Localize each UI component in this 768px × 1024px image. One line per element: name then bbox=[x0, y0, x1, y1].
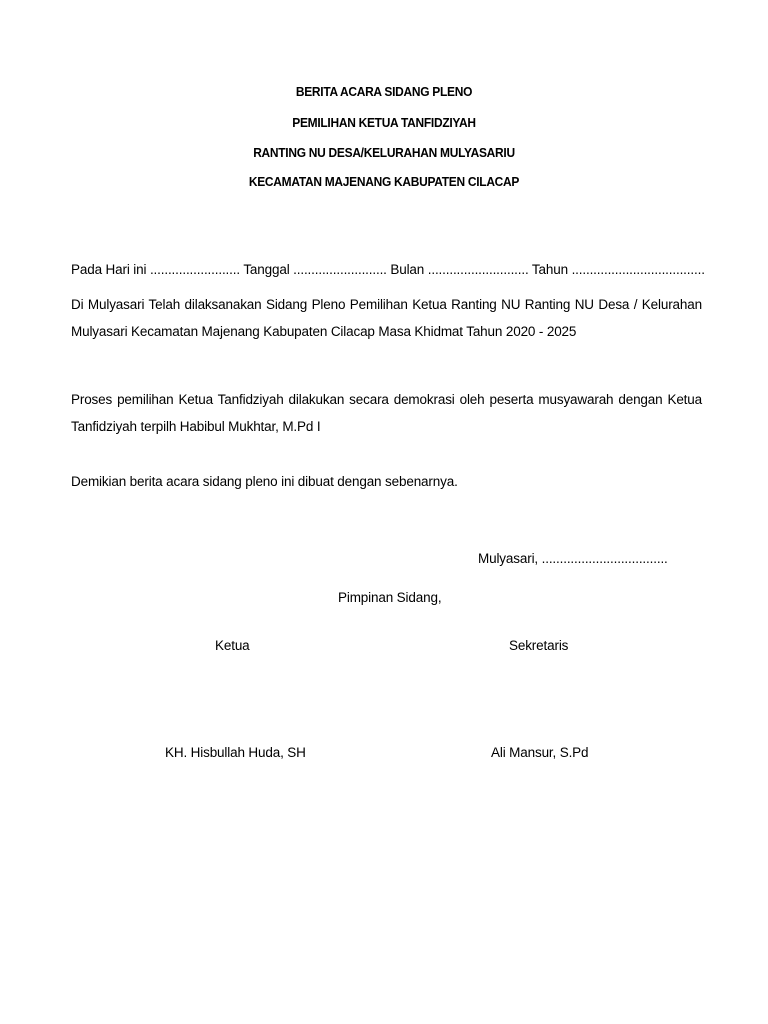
date-line: Pada Hari ini ......................... Tanggal .......................... Bulan ............................ Tahun ..................................... bbox=[71, 262, 705, 277]
title-line-3: RANTING NU DESA/KELURAHAN MULYASARIU bbox=[253, 145, 515, 160]
paragraph-1: Di Mulyasari Telah dilaksanakan Sidang Pleno Pemilihan Ketua Ranting NU Ranting NU Desa / Kelurahan Mulyasari Kecamatan Majenang Kabupaten Cilacap Masa Khidmat Tahun 2020 - 2025 bbox=[71, 297, 702, 339]
signature-heading: Pimpinan Sidang, bbox=[338, 590, 442, 605]
title-line-1: BERITA ACARA SIDANG PLENO bbox=[295, 84, 473, 99]
name-left: KH. Hisbullah Huda, SH bbox=[165, 745, 306, 760]
paragraph-2: Proses pemilihan Ketua Tanfidziyah dilakukan secara demokrasi oleh peserta musyawarah dengan Ketua Tanfidziyah terpilh Habibul Mukhtar, M.Pd I bbox=[71, 392, 702, 434]
title-line-4: KECAMATAN MAJENANG KABUPATEN CILACAP bbox=[248, 174, 520, 189]
title-line-2: PEMILIHAN KETUA TANFIDZIYAH bbox=[292, 115, 476, 130]
role-left: Ketua bbox=[215, 638, 250, 653]
role-right: Sekretaris bbox=[509, 638, 569, 653]
name-right: Ali Mansur, S.Pd bbox=[491, 745, 589, 760]
paragraph-3: Demikian berita acara sidang pleno ini dibuat dengan sebenarnya. bbox=[71, 474, 458, 489]
place-date: Mulyasari, ................................... bbox=[478, 551, 668, 566]
